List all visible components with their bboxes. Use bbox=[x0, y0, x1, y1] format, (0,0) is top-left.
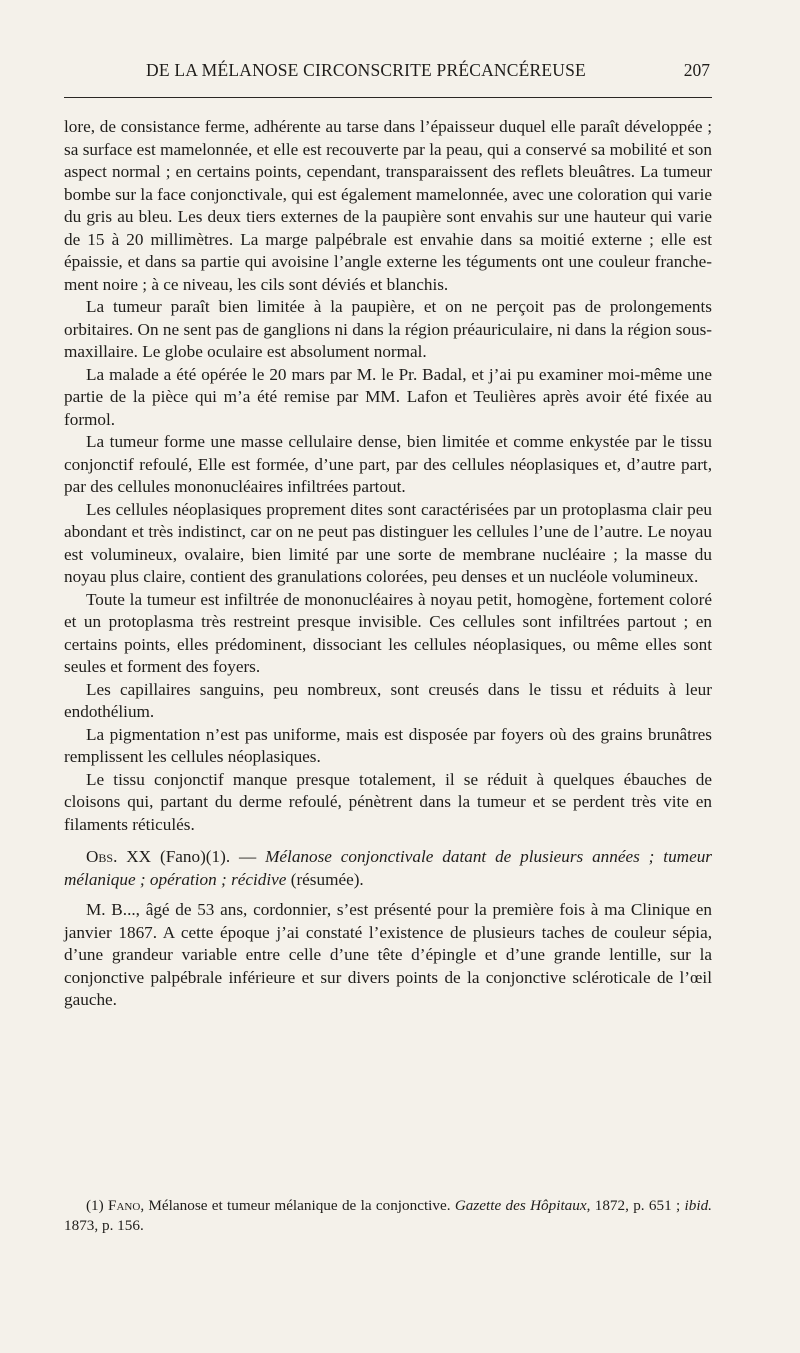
footnote-details2: 1873, p. 156. bbox=[64, 1217, 144, 1234]
observation-heading bbox=[64, 846, 712, 891]
paragraph-4: La tumeur forme une masse cellulaire dense, bien limitée et comme enkystée par le tissu conjonctif refoulé, Elle est formée, d’une part, par des cellules néoplasiques et, d’autre part, par des cellules mononucléaires infiltrées partout. bbox=[64, 432, 712, 496]
observation-author: (Fano) bbox=[151, 847, 206, 866]
body-text bbox=[64, 116, 712, 1012]
paragraph-2: La tumeur paraît bien limitée à la paupière, et on ne perçoit pas de prolongements orbitaires. On ne sent pas de ganglions ni dans la région préauriculaire, ni dans la région sous-maxillaire. Le globe oculaire est absolument normal. bbox=[64, 297, 712, 361]
footnote-details: , 1872, p. 651 ; bbox=[586, 1197, 685, 1214]
paragraph-7: Les capillaires sanguins, peu nombreux, sont creusés dans le tissu et réduits à leur endothélium. bbox=[64, 679, 712, 721]
observation-text: M. B..., âgé de 53 ans, cordonnier, s’est présenté pour la première fois à ma Clinique en janvier 1867. A cette époque j’ai constaté l’existence de plusieurs taches de couleur sépia, d’une grandeur variable entre celle d’une tête d’épingle et d’une grande lentille, sur la conjonctive palpébrale inférieure et sur divers points de la conjonctive scléroticale de l’œil gauche. bbox=[64, 900, 712, 1009]
footnote-journal: Gazette des Hôpitaux bbox=[454, 1197, 587, 1214]
running-header bbox=[66, 60, 710, 86]
observation-suffix: (résumée). bbox=[286, 869, 364, 889]
paragraph-9: Le tissu conjonctif manque presque totalement, il se réduit à quelques ébauches de cloisons qui, partant du derme refoulé, pénètrent dans la tumeur et se perdent très vite en filaments réticulés. bbox=[64, 769, 712, 834]
observation-title: Mélanose conjonctivale datant de plusieurs années ; tumeur mélanique ; opération ; récidive bbox=[64, 847, 712, 889]
page-number: 207 bbox=[683, 60, 710, 80]
paragraph-5: Les cellules néoplasiques proprement dites sont caractérisées par un protoplasma clair peu abondant et très indistinct, car on ne peut pas distinguer les cellules l’une de l’autre. Le noyau est volumineux, ovalaire, bien limité par une sorte de membrane nucléaire ; la masse du noyau plus claire, contient des granulations colorées, peu denses et un nucléole volumineux. bbox=[64, 499, 712, 586]
observation-note-ref: (1) bbox=[205, 847, 226, 866]
running-title: DE LA MÉLANOSE CIRCONSCRITE PRÉCANCÉREUSE bbox=[146, 60, 586, 80]
paragraph-3: La malade a été opérée le 20 mars par M. le Pr. Badal, et j’ai pu examiner moi-même une partie de la pièce qui m’a été remise par MM. Lafon et Teulières après avoir été fixée au formol. bbox=[64, 364, 712, 429]
observation-label: Obs. XX bbox=[86, 847, 152, 866]
paragraph-1: lore, de consistance ferme, adhérente au tarse dans l’épaisseur duquel elle paraît développée ; sa surface est mamelonnée, et elle est recouverte par la peau, qui a conservé sa mobilité et son aspect normal ; en certains points, cependant, transparaissent des reflets bleuâtres. La tumeur bombe sur la face conjonctivale, qui est également mamelonnée, avec une coloration qui varie du gris au bleu. Les deux tiers externes de la paupière sont envahis sur une hauteur qui varie de 15 à 20 millimètres. La marge palpébrale est envahie dans sa moitié externe ; elle est épaissie, et dans sa partie qui avoisine l’angle externe les téguments ont une couleur franchement noire ; à ce niveau, les cils sont déviés et blanchis. bbox=[64, 117, 712, 294]
footnote-ref: (1) bbox=[86, 1197, 109, 1214]
footnote-author: Fano bbox=[108, 1197, 141, 1214]
footnote-ibid: ibid. bbox=[684, 1197, 712, 1214]
footnote-text: , Mélanose et tumeur mélanique de la conjonctive. bbox=[140, 1197, 455, 1214]
header-rule bbox=[64, 97, 712, 98]
paragraph-8: La pigmentation n’est pas uniforme, mais est disposée par foyers où des grains brunâtres remplissent les cellules néoplasiques. bbox=[64, 724, 712, 766]
observation-dash: . — bbox=[225, 847, 266, 866]
footnote-line bbox=[64, 1196, 712, 1236]
paragraph-6: Toute la tumeur est infiltrée de mononucléaires à noyau petit, homogène, fortement coloré et un protoplasma très restreint presque invisible. Ces cellules sont infiltrées partout ; en certains points, elles prédominent, dissociant les cellules néoplasiques, ou même elles sont seules et forment des foyers. bbox=[64, 589, 712, 676]
footnote bbox=[64, 1196, 712, 1236]
